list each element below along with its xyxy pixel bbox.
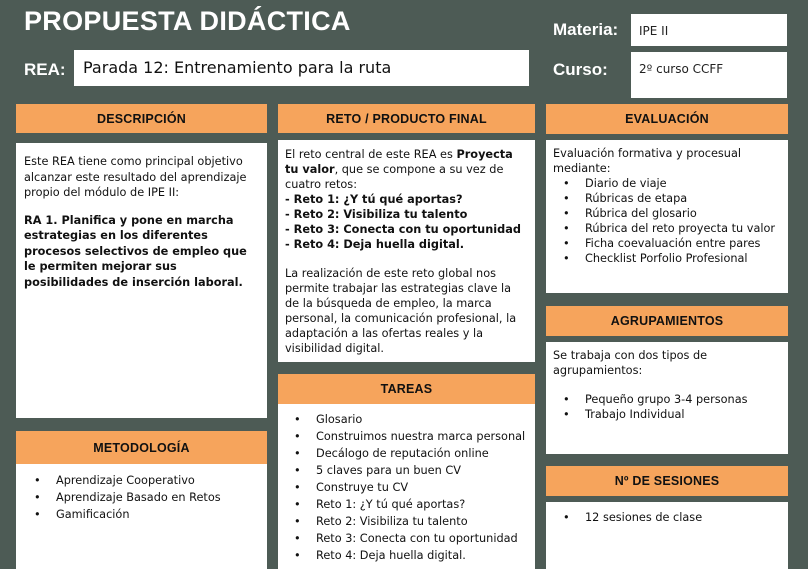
reto-description: La realización de este reto global nos permite trabajar las estrategias clave la de la búsqueda de empleo, la marca personal, la comunicación profesional, la adaptación a las ofertas reales y la visibilidad digital. xyxy=(285,267,517,355)
list-item: • Gamificación xyxy=(20,506,263,523)
rea-label: REA: xyxy=(24,60,66,79)
list-item: • Construimos nuestra marca personal xyxy=(280,428,533,445)
agrupamientos-panel xyxy=(546,342,788,454)
list-item: • Aprendizaje Cooperativo xyxy=(20,472,263,489)
reto-item: - Reto 1: ¿Y tú qué aportas? xyxy=(285,193,463,206)
list-item: • Rúbrica del glosario xyxy=(549,206,781,221)
curso-label: Curso: xyxy=(553,60,608,79)
list-item: • 12 sesiones de clase xyxy=(549,510,785,526)
agrupamientos-header: AGRUPAMIENTOS xyxy=(546,306,788,336)
list-item: • Checklist Porfolio Profesional xyxy=(549,251,781,266)
list-item: • Rúbricas de etapa xyxy=(549,191,781,206)
reto-panel xyxy=(278,140,535,362)
reto-item: - Reto 2: Visibiliza tu talento xyxy=(285,208,468,221)
list-item: • Reto 3: Conecta con tu oportunidad xyxy=(280,530,533,547)
evaluacion-intro: Evaluación formativa y procesual mediante: xyxy=(553,147,742,175)
reto-name: Proyecta tu valor xyxy=(285,148,513,176)
list-item: • Ficha coevaluación entre pares xyxy=(549,236,781,251)
list-item: • Reto 4: Deja huella digital. xyxy=(280,547,533,564)
list-item: • Aprendizaje Basado en Retos xyxy=(20,489,263,506)
reto-intro-tail: , que se compone a su vez de cuatro retos: xyxy=(285,163,504,191)
tareas-panel xyxy=(278,404,535,569)
descripcion-intro: Este REA tiene como principal objetivo alcanzar este resultado del aprendizaje propio del módulo de IPE II: xyxy=(24,155,247,199)
metodologia-header: METODOLOGÍA xyxy=(16,431,267,464)
curso-field[interactable]: 2º curso CCFF xyxy=(631,52,787,98)
reto-header: RETO / PRODUCTO FINAL xyxy=(278,104,535,133)
reto-intro xyxy=(285,147,528,192)
descripcion-ra: RA 1. Planifica y pone en marcha estrategias en los diferentes procesos selectivos de empleo que le permiten mejorar sus posibilidades de inserción laboral. xyxy=(24,213,247,289)
reto-intro-text: El reto central de este REA es xyxy=(285,148,457,161)
list-item: • Diario de viaje xyxy=(549,176,781,191)
list-item: • Reto 1: ¿Y tú qué aportas? xyxy=(280,496,533,513)
sesiones-header: Nº DE SESIONES xyxy=(546,466,788,496)
list-item: • Reto 2: Visibiliza tu talento xyxy=(280,513,533,530)
agrupamientos-intro: Se trabaja con dos tipos de agrupamientos: xyxy=(553,349,708,377)
list-item: • Rúbrica del reto proyecta tu valor xyxy=(549,221,781,236)
tareas-header: TAREAS xyxy=(278,374,535,404)
list-item: • 5 claves para un buen CV xyxy=(280,462,533,479)
list-item: • Decálogo de reputación online xyxy=(280,445,533,462)
list-item: • Pequeño grupo 3-4 personas xyxy=(549,392,781,407)
list-item: • Construye tu CV xyxy=(280,479,533,496)
descripcion-header: DESCRIPCIÓN xyxy=(16,104,267,133)
metodologia-panel xyxy=(16,464,267,569)
materia-label: Materia: xyxy=(553,20,619,39)
page-title: PROPUESTA DIDÁCTICA xyxy=(24,6,351,36)
reto-item: - Reto 3: Conecta con tu oportunidad xyxy=(285,223,521,236)
evaluacion-panel xyxy=(546,140,788,293)
list-item: • Trabajo Individual xyxy=(549,407,781,422)
evaluacion-header: EVALUACIÓN xyxy=(546,104,788,134)
descripcion-panel xyxy=(16,143,267,418)
sesiones-panel xyxy=(546,502,788,569)
reto-item: - Reto 4: Deja huella digital. xyxy=(285,238,465,251)
rea-field[interactable]: Parada 12: Entrenamiento para la ruta xyxy=(74,50,529,86)
materia-field[interactable]: IPE II xyxy=(631,14,787,46)
list-item: • Glosario xyxy=(280,411,533,428)
